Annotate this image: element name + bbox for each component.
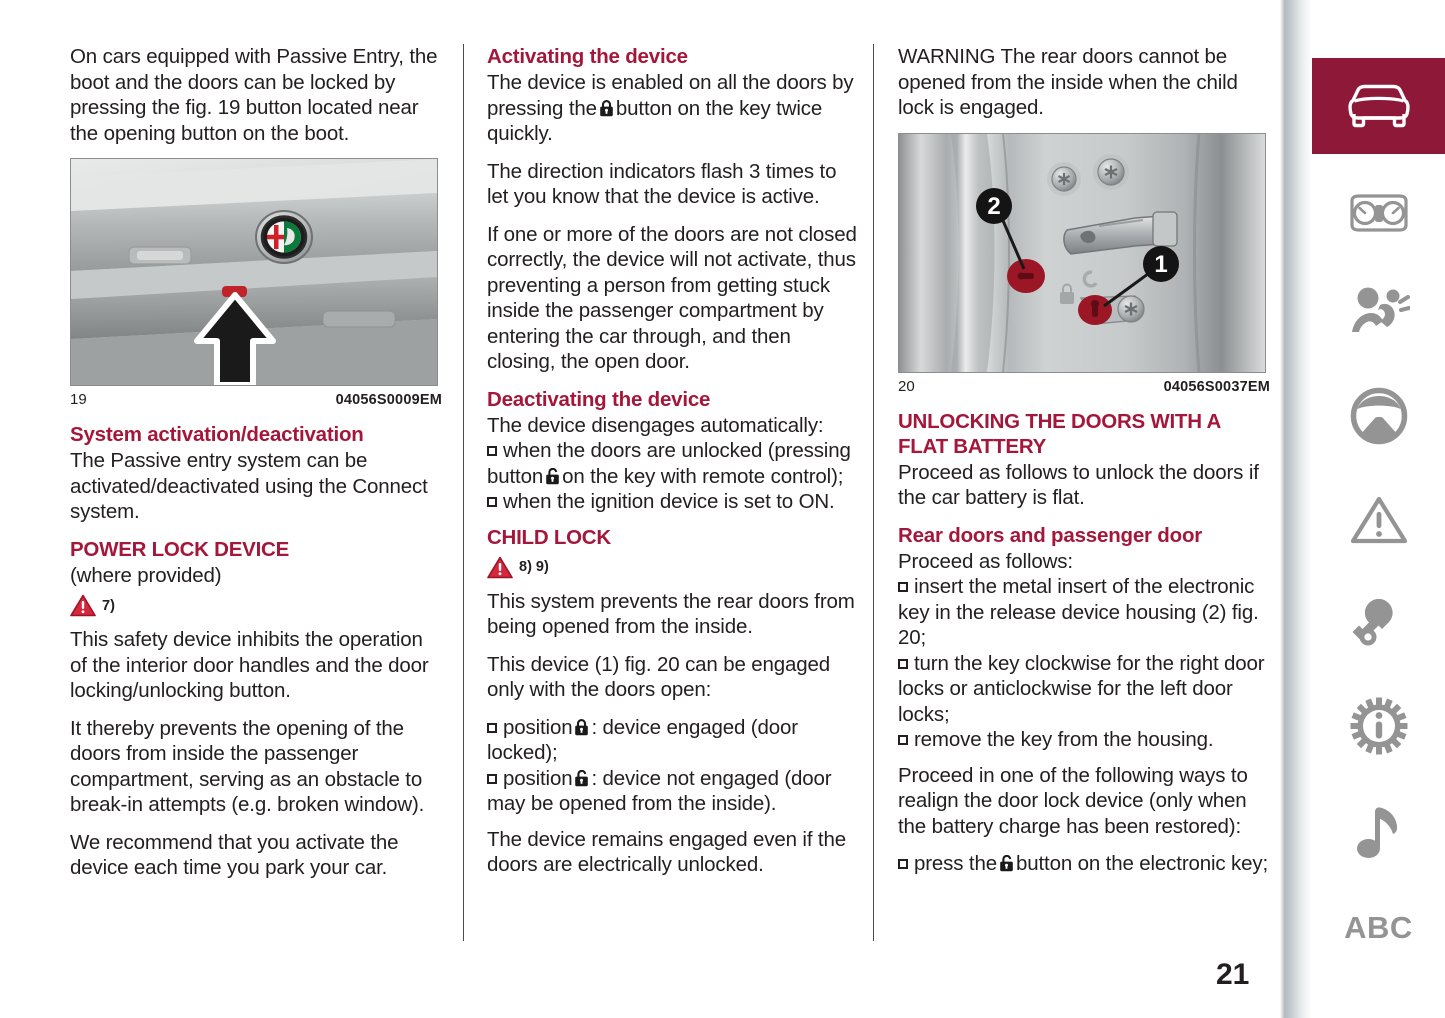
sidebar-items	[1312, 0, 1445, 1018]
abc-index-label: ABC	[1344, 910, 1413, 945]
unlocking-intro-paragraph: Proceed as follows to unlock the doors if the car battery is flat.	[898, 460, 1259, 509]
figure-19-image	[70, 158, 438, 386]
padlock-open-icon	[574, 770, 589, 787]
unlock-bullet-4-text-b: button on the electronic key;	[1015, 852, 1269, 875]
heading-activating-device: Activating the device	[487, 45, 688, 68]
bullet-square-icon	[487, 497, 497, 507]
deactivating-bullet-1-text-a: when the doors are unlocked (pressing button	[487, 439, 851, 488]
power-lock-where-provided: (where provided)	[70, 563, 222, 587]
gear-info-icon	[1350, 697, 1408, 755]
deactivating-bullet-2	[487, 489, 859, 515]
sidebar-item-emergency[interactable]	[1312, 472, 1445, 568]
padlock-open-icon	[545, 468, 560, 485]
child-lock-bullet-1	[487, 715, 859, 766]
section-sidebar	[1280, 0, 1445, 1018]
bullet-square-icon	[898, 859, 908, 869]
car-front-icon	[1346, 84, 1412, 128]
padlock-open-icon	[999, 855, 1014, 872]
figure-19	[70, 158, 442, 408]
power-lock-paragraph-1: This safety device inhibits the operation of the interior door handles and the door locking/unlocking button.	[70, 628, 429, 702]
unlock-bullet-4-text-a: press the	[914, 852, 997, 875]
instrument-cluster-icon	[1346, 193, 1412, 233]
warning-triangle-icon	[70, 594, 96, 617]
sidebar-item-maintenance-and-care[interactable]	[1312, 575, 1445, 671]
figure-20-image	[898, 133, 1266, 373]
bullet-square-icon	[898, 659, 908, 669]
activating-paragraph-3: If one or more of the doors are not closed correctly, the device will not activate, thus preventing a person from getting stuck inside the passenger compartment by entering the car through, and then closing, the open door.	[487, 222, 857, 373]
figure-19-number: 19	[70, 391, 87, 408]
column-left	[70, 44, 442, 893]
realign-paragraph: Proceed in one of the following ways to realign the door lock device (only when the battery charge has been restored):	[898, 763, 1248, 838]
child-lock-bullet-2	[487, 766, 859, 817]
bullet-square-icon	[898, 735, 908, 745]
figure-20-caption	[898, 378, 1270, 395]
unlock-bullet-1-text: insert the metal insert of the electronic key in the release device housing (2) fig. 20;	[898, 575, 1259, 649]
column-middle	[487, 44, 859, 890]
heading-rear-doors-passenger-door: Rear doors and passenger door	[898, 523, 1203, 547]
activating-paragraph-1	[487, 70, 859, 147]
passive-entry-intro-paragraph: On cars equipped with Passive Entry, the boot and the doors can be locked by pressing the fig. 19 button located near the opening button on the boot.	[70, 45, 438, 145]
child-lock-bullet-2-text-b: : device not engaged (door may be opened from the inside).	[487, 766, 832, 815]
svg-text:2: 2	[987, 192, 1001, 220]
heading-unlocking-flat-battery: UNLOCKING THE DOORS WITH A FLAT BATTERY	[898, 409, 1221, 458]
warning-refs-left: 7)	[102, 597, 115, 614]
unlock-bullet-3-text: remove the key from the housing.	[914, 728, 1214, 751]
column-divider-2	[873, 44, 874, 941]
bullet-square-icon	[487, 446, 497, 456]
proceed-as-follows-label: Proceed as follows:	[898, 549, 1073, 573]
figure-20	[898, 133, 1270, 395]
bullet-square-icon	[898, 582, 908, 592]
screw-top-left	[1047, 162, 1081, 196]
child-lock-bullet-1-text-b: : device engaged (door locked);	[487, 715, 798, 764]
figure-19-code: 04056S0009EM	[335, 392, 442, 408]
wrench-icon	[1351, 595, 1407, 651]
child-lock-paragraph-2: This device (1) fig. 20 can be engaged only with the doors open:	[487, 652, 831, 701]
activating-text-a: The device is enabled on all the doors by pressing the	[487, 71, 854, 120]
unlock-bullet-3	[898, 727, 1270, 753]
padlock-closed-icon	[599, 100, 614, 117]
padlock-closed-icon	[574, 719, 589, 736]
heading-deactivating-device: Deactivating the device	[487, 387, 711, 411]
power-lock-paragraph-3: We recommend that you activate the device each time you park your car.	[70, 830, 399, 879]
figure-20-number: 20	[898, 377, 915, 395]
door-jamb-photo	[899, 134, 1265, 372]
unlock-bullet-1	[898, 574, 1270, 651]
sidebar-item-safety[interactable]	[1312, 262, 1445, 358]
child-lock-bullet-2-text-a: position	[503, 766, 573, 790]
column-right	[898, 44, 1270, 877]
child-lock-paragraph-3: The device remains engaged even if the doors are electrically unlocked.	[487, 827, 846, 876]
figure-19-caption	[70, 391, 442, 408]
heading-system-activation: System activation/deactivation	[70, 423, 364, 446]
airbag-safety-icon	[1348, 285, 1410, 335]
child-lock-warning-text: WARNING The rear doors cannot be opened from the inside when the child lock is engaged.	[898, 45, 1238, 119]
boot-lid-photo	[71, 159, 437, 385]
bullet-square-icon	[487, 723, 497, 733]
warning-refs-middle: 8) 9)	[519, 559, 549, 575]
sidebar-item-instrument-panel[interactable]	[1312, 165, 1445, 261]
activating-text-b: button on the key twice quickly.	[487, 96, 823, 145]
warning-reference-7	[70, 594, 442, 617]
steering-wheel-icon	[1350, 387, 1408, 445]
deactivating-bullet-1	[487, 438, 859, 489]
deactivating-intro: The device disengages automatically:	[487, 413, 824, 437]
unlock-bullet-2	[898, 651, 1270, 728]
unlock-bullet-4	[898, 851, 1270, 877]
screw-top-right	[1093, 154, 1129, 190]
heading-power-lock-device: POWER LOCK DEVICE	[70, 537, 289, 561]
sidebar-item-multimedia[interactable]	[1312, 784, 1445, 880]
music-note-icon	[1355, 804, 1403, 860]
sidebar-item-starting-and-driving[interactable]	[1312, 368, 1445, 464]
deactivating-bullet-2-text: when the ignition device is set to ON.	[503, 490, 835, 513]
warning-reference-8-9	[487, 556, 859, 579]
activating-paragraph-2: The direction indicators flash 3 times to let you know that the device is active.	[487, 159, 837, 208]
sidebar-page-edge-gradient	[1280, 0, 1312, 1018]
bullet-square-icon	[487, 774, 497, 784]
release-device-housing	[1007, 259, 1045, 293]
svg-text:1: 1	[1154, 250, 1168, 278]
child-lock-bullet-1-text-a: position	[503, 715, 573, 739]
child-lock-paragraph-1: This system prevents the rear doors from being opened from the inside.	[487, 589, 855, 638]
warning-triangle-icon	[487, 556, 513, 579]
unlock-bullet-2-text: turn the key clockwise for the right door locks or anticlockwise for the left door locks;	[898, 651, 1265, 726]
figure-20-code: 04056S0037EM	[1163, 378, 1270, 395]
paragraph-system-activation: The Passive entry system can be activated/deactivated using the Connect system.	[70, 449, 428, 523]
sidebar-item-technical-specifications[interactable]	[1312, 678, 1445, 774]
heading-child-lock: CHILD LOCK	[487, 525, 611, 549]
warning-triangle-icon	[1350, 495, 1408, 545]
sidebar-item-alphabetical-index[interactable]	[1312, 880, 1445, 976]
column-divider-1	[463, 44, 464, 941]
sidebar-item-dashboard-and-controls[interactable]	[1312, 58, 1445, 154]
power-lock-paragraph-2: It thereby prevents the opening of the doors from inside the passenger compartment, serving as an obstacle to break-in attempts (e.g. broken window).	[70, 716, 425, 816]
deactivating-bullet-1-text-b: on the key with remote control);	[562, 464, 844, 488]
page-number: 21	[1216, 958, 1250, 991]
